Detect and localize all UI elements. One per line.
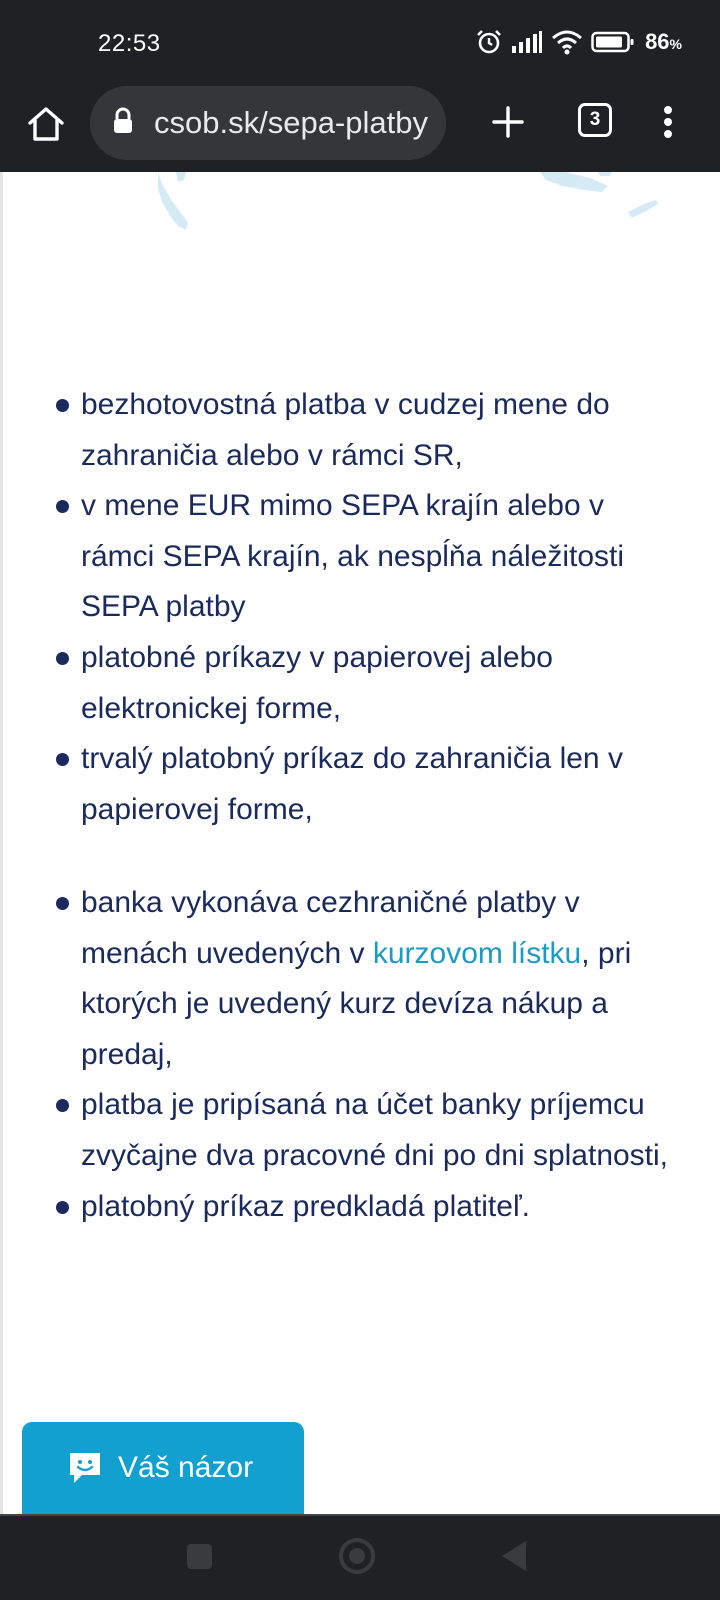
bullet-dot bbox=[56, 753, 69, 766]
list-item: trvalý platobný príkaz do zahraničia len v papierovej forme, bbox=[56, 734, 676, 835]
feedback-button[interactable] bbox=[22, 1422, 304, 1514]
tab-count: 3 bbox=[589, 109, 601, 130]
bullet-dot bbox=[56, 500, 69, 513]
wifi-icon bbox=[551, 29, 583, 55]
bullet-dot bbox=[56, 1099, 69, 1112]
new-tab-button[interactable] bbox=[484, 98, 532, 146]
tab-switcher-button[interactable] bbox=[578, 103, 612, 137]
chat-smile-icon bbox=[66, 1449, 104, 1487]
list-item: platobný príkaz predkladá platiteľ. bbox=[56, 1182, 676, 1233]
feedback-label: Váš názor bbox=[118, 1451, 254, 1484]
list-item: bezhotovostná platba v cudzej mene do zahraničia alebo v rámci SR, bbox=[56, 380, 676, 481]
page-left-edge bbox=[0, 172, 3, 1514]
browser-toolbar bbox=[0, 86, 720, 172]
world-map-decoration bbox=[0, 172, 720, 252]
status-time: 22:53 bbox=[98, 30, 161, 57]
web-page-content bbox=[0, 172, 720, 1514]
browser-menu-button[interactable] bbox=[650, 98, 686, 146]
bullet-dot bbox=[56, 897, 69, 910]
bullet-dot bbox=[56, 1201, 69, 1214]
alarm-icon bbox=[475, 28, 503, 56]
lock-icon bbox=[112, 107, 134, 135]
more-vertical-icon bbox=[662, 105, 674, 139]
system-nav-bar bbox=[0, 1514, 720, 1600]
home-button[interactable] bbox=[22, 100, 70, 148]
home-icon bbox=[26, 105, 66, 143]
exchange-rate-list-link[interactable]: kurzovom lístku bbox=[372, 936, 582, 970]
battery-icon bbox=[591, 30, 635, 54]
bullet-list-conditions bbox=[56, 878, 676, 1232]
back-button[interactable] bbox=[502, 1541, 526, 1571]
plus-icon bbox=[492, 106, 524, 138]
address-bar[interactable] bbox=[90, 86, 446, 160]
list-item: banka vykonáva cezhraničné platby v menách uvedených v kurzovom lístku, pri ktorých je uvedený kurz devíza nákup a predaj, bbox=[56, 878, 676, 1080]
battery-percentage: 86% bbox=[645, 29, 682, 54]
status-bar bbox=[0, 0, 720, 86]
list-item: platobné príkazy v papierovej alebo elektronickej forme, bbox=[56, 633, 676, 734]
recents-button[interactable] bbox=[187, 1544, 212, 1569]
bullet-dot bbox=[56, 399, 69, 412]
signal-icon bbox=[511, 30, 543, 54]
status-icons bbox=[475, 28, 682, 56]
bullet-dot bbox=[56, 652, 69, 665]
system-home-button[interactable] bbox=[339, 1538, 375, 1574]
list-item: v mene EUR mimo SEPA krajín alebo v rámci SEPA krajín, ak nespĺňa náležitosti SEPA platby bbox=[56, 481, 676, 633]
bullet-list-payments bbox=[56, 380, 676, 835]
url-text[interactable]: csob.sk/sepa-platby bbox=[154, 105, 428, 140]
list-item: platba je pripísaná na účet banky príjemcu zvyčajne dva pracovné dni po dni splatnosti, bbox=[56, 1080, 676, 1181]
